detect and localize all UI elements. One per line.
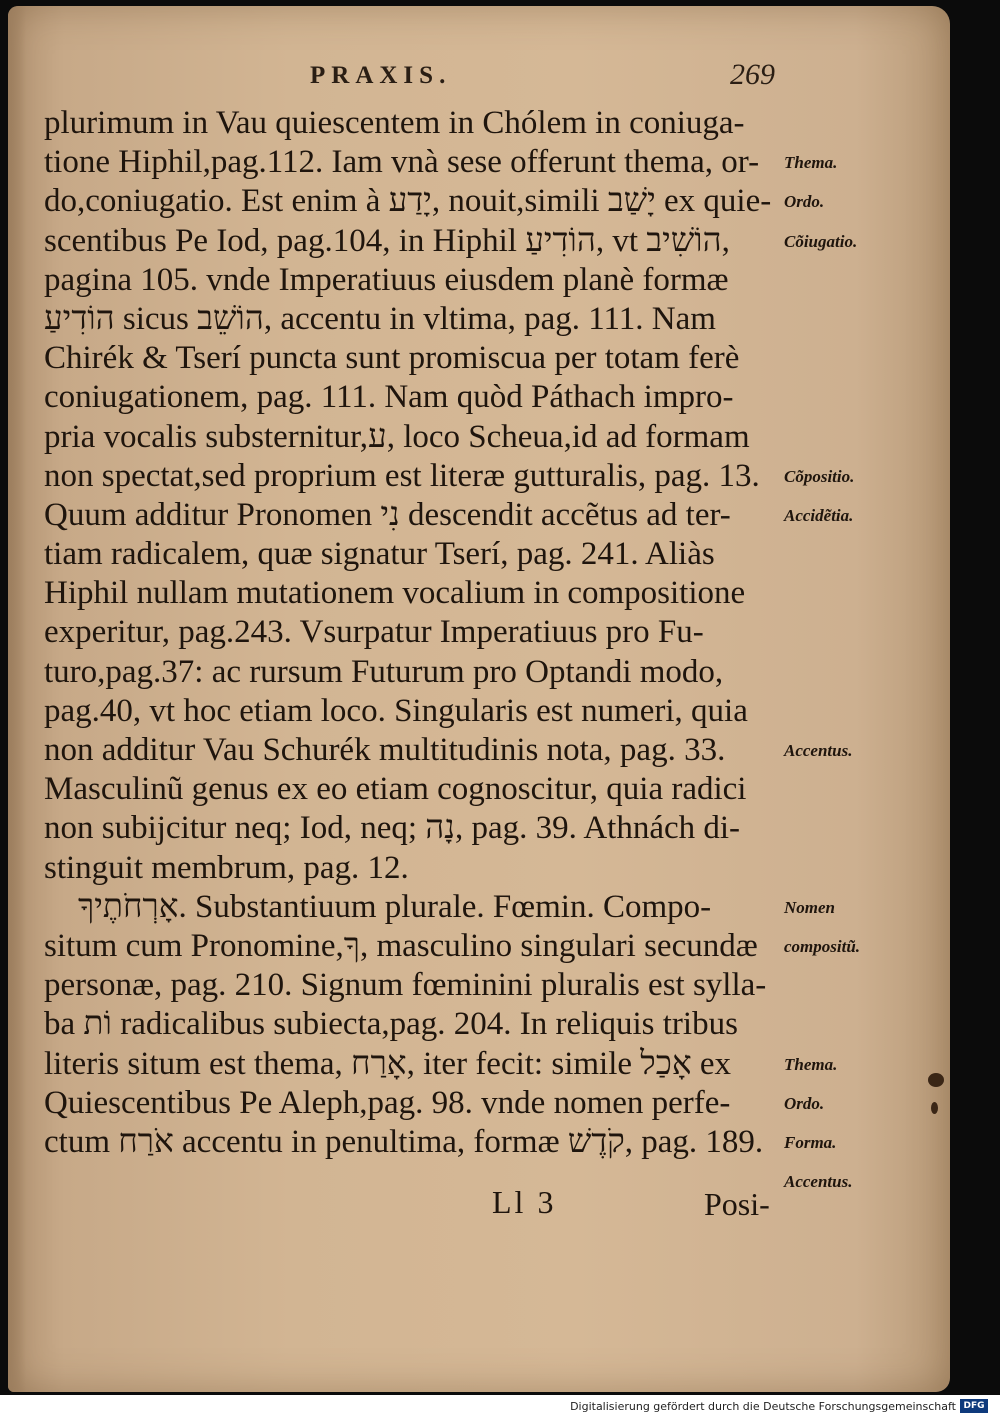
margin-note: Cõiugatio. bbox=[784, 231, 858, 251]
text-line: הוֹדִיעַ sicus הוֹשֵׁב, accentu in vltima, pag. 111. Nam bbox=[44, 300, 716, 337]
margin-note: compositũ. bbox=[784, 937, 861, 957]
digitization-footer bbox=[0, 1395, 1000, 1418]
text-line: non subijcitur neq; Iod, neq; נָה, pag. 39. Athnách di- bbox=[44, 810, 741, 847]
text-line: tione Hiphil,pag.112. Iam vnà sese offerunt thema, or- bbox=[44, 144, 760, 181]
text-line: ctum אֹרַח accentu in penultima, formæ קֹדֶשׁ, pag. 189. bbox=[44, 1123, 764, 1160]
text-line: personæ, pag. 210. Signum fœminini pluralis est sylla- bbox=[44, 967, 767, 1004]
page-header bbox=[0, 58, 1000, 102]
dfg-logo: DFG bbox=[960, 1399, 988, 1413]
text-line: non spectat,sed proprium est literæ gutturalis, pag. 13. bbox=[44, 457, 760, 494]
text-line: pria vocalis substernitur,ע, loco Scheua,id ad formam bbox=[44, 418, 750, 455]
text-line: scentibus Pe Iod, pag.104, in Hiphil הוֹדִיעַ, vt הוֹשִׁיב, bbox=[44, 222, 730, 259]
digitization-notice: Digitalisierung gefördert durch die Deutsche Forschungsgemeinschaft bbox=[570, 1400, 956, 1413]
margin-note: Accidẽtia. bbox=[784, 506, 854, 525]
catchword: Posi- bbox=[704, 1186, 770, 1222]
margin-note: Accentus. bbox=[784, 741, 853, 761]
margin-note: Thema. bbox=[784, 153, 838, 173]
margin-note: Forma. bbox=[784, 1133, 837, 1153]
text-line: Quiescentibus Pe Aleph,pag. 98. vnde nomen perfe- bbox=[44, 1084, 731, 1121]
text-line: Chirék & Tserí puncta sunt promiscua per totam ferè bbox=[44, 340, 740, 377]
text-line: coniugationem, pag. 111. Nam quòd Páthach impro- bbox=[44, 379, 734, 416]
text-line: tiam radicalem, quæ signatur Tserí, pag. 241. Aliàs bbox=[44, 536, 715, 573]
running-head: PRAXIS. bbox=[310, 62, 452, 89]
page-gutter-shadow bbox=[8, 6, 26, 1392]
margin-note: Ordo. bbox=[784, 1094, 825, 1113]
text-line: experitur, pag.243. Vsurpatur Imperatiuus pro Fu- bbox=[44, 614, 704, 651]
text-line: Quum additur Pronomen נִי descendit accẽtus ad ter- bbox=[44, 496, 731, 533]
ink-stain bbox=[928, 1073, 944, 1087]
text-line: stinguit membrum, pag. 12. bbox=[44, 849, 409, 886]
text-line: literis situm est thema, אָרַח, iter fecit: simile אָכַל ex bbox=[44, 1045, 732, 1082]
text-line: non additur Vau Schurék multitudinis nota, pag. 33. bbox=[44, 732, 726, 768]
signature-mark: Ll 3 bbox=[492, 1184, 557, 1220]
ink-stain bbox=[931, 1102, 938, 1114]
text-line: ba וֹת radicalibus subiecta,pag. 204. In reliquis tribus bbox=[44, 1006, 738, 1043]
page-number: 269 bbox=[730, 58, 775, 91]
text-line: pagina 105. vnde Imperatiuus eiusdem planè formæ bbox=[44, 261, 729, 298]
text-line: pag.40, vt hoc etiam loco. Singularis est numeri, quia bbox=[44, 692, 748, 729]
text-line: Masculinũ genus ex eo etiam cognoscitur, quia radici bbox=[44, 771, 747, 808]
margin-note: Thema. bbox=[784, 1054, 838, 1074]
margin-note: Ordo. bbox=[784, 192, 825, 212]
text-line: אָרְחֹתֶיךָ. Substantiuum plurale. Fœmin. Compo- bbox=[78, 888, 712, 925]
text-line: situm cum Pronomine,ךָ, masculino singulari secundæ bbox=[44, 927, 758, 964]
margin-note: Nomen bbox=[784, 898, 835, 917]
margin-note: Accentus. bbox=[784, 1172, 853, 1192]
text-line: Hiphil nullam mutationem vocalium in compositione bbox=[44, 575, 746, 612]
text-line: do,coniugatio. Est enim à יָדַע, nouit,simili יָשַׁב ex quie- bbox=[44, 183, 772, 220]
margin-note: Cõpositio. bbox=[784, 466, 855, 486]
body-text bbox=[44, 104, 784, 1162]
text-line: plurimum in Vau quiescentem in Chólem in coniuga- bbox=[44, 105, 745, 141]
text-line: turo,pag.37: ac rursum Futurum pro Optandi modo, bbox=[44, 653, 724, 690]
